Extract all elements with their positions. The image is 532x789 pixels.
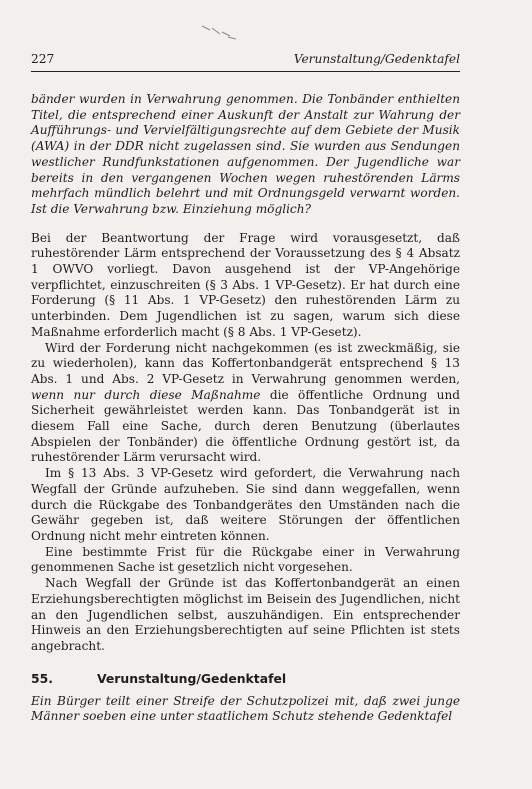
answer-paragraph-4: Eine bestimmte Frist für die Rückgabe einer in Verwahrung genommenen Sache ist gesetzlich nicht vorgesehen. [31,544,460,575]
section-number: 55. [31,670,53,686]
running-title: Verunstaltung/Gedenktafel [293,52,460,66]
book-page [31,52,460,725]
case-question: bänder wurden in Verwahrung genommen. Die Tonbänder enthielten Titel, die entsprechend einer Auskunft der Anstalt zur Wahrung der Aufführungs- und Vervielfältigungsrechte auf dem Gebiete der Musik (AWA) in der DDR nicht zugelassen sind. Sie wurden aus Sendungen westlicher Rundfunkstationen aufgenommen. Der Jugendliche war bereits in den vergangenen Wochen wegen ruhestörenden Lärms mehrfach mündlich belehrt und mit Ordnungsgeld verwarnt worden. Ist die Verwahrung bzw. Einziehung möglich? [31,92,460,216]
answer-paragraph-2: Wird der Forderung nicht nachgekommen (es ist zweckmäßig, sie zu wiederholen), kann das Koffertonbandgerät entsprechend § 13 Abs. 1 und Abs. 2 VP-Gesetz in Verwahrung genommen werden, wenn nur durch diese Maßnahme die öffentliche Ordnung und Sicherheit gewährleistet werden kann. Das Tonbandgerät ist in diesem Fall eine Sache, durch deren Benutzung (überlautes Abspielen der Tonbänder) die öffentliche Ordnung gestört ist, da ruhestörender Lärm verursacht wird. [31,340,460,465]
section-heading [31,671,460,686]
page-header [31,52,460,72]
answer-text [31,231,460,655]
answer-paragraph-3: Im § 13 Abs. 3 VP-Gesetz wird gefordert, die Verwahrung nach Wegfall der Gründe aufzuheben. Sie sind dann weggefallen, wenn durch die Rückgabe des Tonbandgerätes den Umständen nach die Gewähr gegeben ist, daß weitere Störungen der öffentlichen Ordnung nicht mehr eintreten können. [31,466,460,543]
answer-paragraph-5: Nach Wegfall der Gründe ist das Koffertonbandgerät an einen Erziehungsberechtigten möglichst im Beisein des Jugendlichen, nicht an den Jugendlichen selbst, auszuhändigen. Ein entsprechender Hinweis an den Erziehungsberechtigten auf seine Pflichten ist stets angebracht. [31,576,460,653]
section-title: Verunstaltung/Gedenktafel [96,670,287,686]
section-question: Ein Bürger teilt einer Streife der Schutzpolizei mit, daß zwei junge Männer soeben eine unter staatlichem Schutz stehende Gedenktafel [31,693,460,724]
answer-paragraph-1: Bei der Beantwortung der Frage wird vorausgesetzt, daß ruhestörender Lärm entsprechend der Voraussetzung des § 4 Absatz 1 OWVO vorliegt. Davon ausgehend ist der VP-Angehörige verpflichtet, einzuschreiten (§ 3 Abs. 1 VP-Gesetz). Er hat durch eine Forderung (§ 11 Abs. 1 VP-Gesetz) den ruhestörenden Lärm zu unterbinden. Dem Jugendlichen ist zu sagen, warum sich diese Maßnahme erforderlich macht (§ 8 Abs. 1 VP-Gesetz). [31,230,460,339]
ink-smudge [200,22,240,42]
page-number: 227 [31,52,55,66]
